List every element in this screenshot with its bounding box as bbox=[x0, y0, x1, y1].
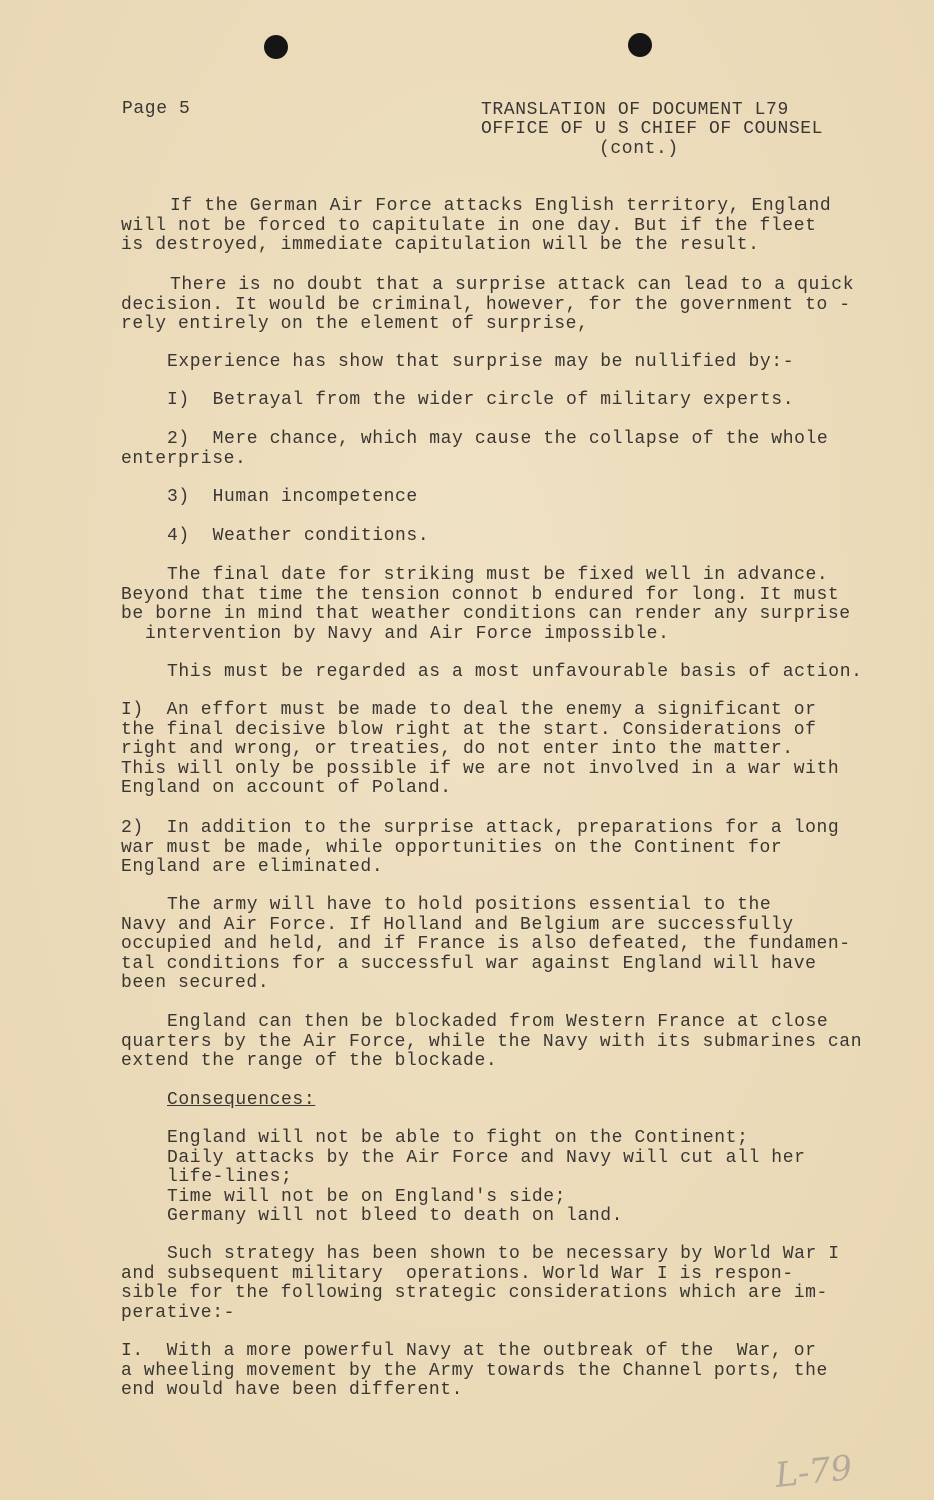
document-title: TRANSLATION OF DOCUMENT L79 bbox=[481, 100, 789, 120]
paragraph-line: Experience has show that surprise may be nullified by:- bbox=[167, 352, 795, 372]
paragraph-line: intervention by Navy and Air Force impossible. bbox=[145, 624, 670, 644]
paragraph-line: Daily attacks by the Air Force and Navy will cut all her bbox=[167, 1148, 806, 1168]
paragraph-line: Germany will not bleed to death on land. bbox=[167, 1206, 624, 1226]
paragraph-line: Time will not be on England's side; bbox=[167, 1187, 567, 1207]
paragraph-line: Navy and Air Force. If Holland and Belgium are successfully bbox=[121, 915, 794, 935]
paragraph-line: I) Betrayal from the wider circle of military experts. bbox=[167, 390, 795, 410]
paragraph-line: 3) Human incompetence bbox=[167, 487, 418, 507]
paragraph-line: 2) In addition to the surprise attack, preparations for a long bbox=[121, 818, 840, 838]
paragraph-line: and subsequent military operations. World War I is respon- bbox=[121, 1264, 794, 1284]
paragraph-line: is destroyed, immediate capitulation will be the result. bbox=[121, 235, 760, 255]
punch-hole-right bbox=[628, 33, 652, 57]
paragraph-line: occupied and held, and if France is also defeated, the fundamen- bbox=[121, 934, 851, 954]
paragraph-line: decision. It would be criminal, however, for the government to - bbox=[121, 295, 851, 315]
paragraph-line: end would have been different. bbox=[121, 1380, 464, 1400]
paragraph-line: perative:- bbox=[121, 1303, 236, 1323]
paragraph-line: I) An effort must be made to deal the enemy a significant or bbox=[121, 700, 817, 720]
paragraph-line: been secured. bbox=[121, 973, 270, 993]
paragraph-line: 4) Weather conditions. bbox=[167, 526, 430, 546]
office-title: OFFICE OF U S CHIEF OF COUNSEL bbox=[481, 119, 824, 139]
paragraph-line: England on account of Poland. bbox=[121, 778, 452, 798]
paragraph-line: There is no doubt that a surprise attack can lead to a quick bbox=[170, 275, 855, 295]
paragraph-line: war must be made, while opportunities on the Continent for bbox=[121, 838, 783, 858]
paragraph-line: Such strategy has been shown to be necessary by World War I bbox=[167, 1244, 840, 1264]
paragraph-line: rely entirely on the element of surprise, bbox=[121, 314, 589, 334]
paragraph-line: enterprise. bbox=[121, 449, 247, 469]
paragraph-line: a wheeling movement by the Army towards the Channel ports, the bbox=[121, 1361, 828, 1381]
paragraph-line: the final decisive blow right at the start. Considerations of bbox=[121, 720, 817, 740]
paragraph-line: I. With a more powerful Navy at the outbreak of the War, or bbox=[121, 1341, 817, 1361]
paragraph-line: will not be forced to capitulate in one day. But if the fleet bbox=[121, 216, 817, 236]
paragraph-line: Beyond that time the tension connot b endured for long. It must bbox=[121, 585, 840, 605]
paragraph-line: tal conditions for a successful war against England will have bbox=[121, 954, 817, 974]
paragraph-line: life-lines; bbox=[167, 1167, 293, 1187]
paragraph-line: England can then be blockaded from Western France at close bbox=[167, 1012, 829, 1032]
paragraph-line: be borne in mind that weather conditions can render any surprise bbox=[121, 604, 851, 624]
paragraph-line: 2) Mere chance, which may cause the collapse of the whole bbox=[167, 429, 829, 449]
paragraph-line: right and wrong, or treaties, do not enter into the matter. bbox=[121, 739, 794, 759]
punch-hole-left bbox=[264, 35, 288, 59]
paragraph-line: sible for the following strategic considerations which are im- bbox=[121, 1283, 828, 1303]
paragraph-line: extend the range of the blockade. bbox=[121, 1051, 498, 1071]
paragraph-line: This must be regarded as a most unfavourable basis of action. bbox=[167, 662, 863, 682]
paragraph-line: quarters by the Air Force, while the Navy with its submarines can bbox=[121, 1032, 863, 1052]
continued-label: (cont.) bbox=[599, 139, 679, 159]
paragraph-line: The army will have to hold positions essential to the bbox=[167, 895, 772, 915]
page-number: Page 5 bbox=[122, 99, 191, 119]
handwritten-mark: L-79 bbox=[773, 1448, 855, 1496]
paragraph-line: The final date for striking must be fixed well in advance. bbox=[167, 565, 829, 585]
section-heading: Consequences: bbox=[167, 1090, 316, 1110]
paragraph-line: This will only be possible if we are not involved in a war with bbox=[121, 759, 840, 779]
paragraph-line: England will not be able to fight on the Continent; bbox=[167, 1128, 749, 1148]
paragraph-line: If the German Air Force attacks English territory, England bbox=[170, 196, 832, 216]
paragraph-line: England are eliminated. bbox=[121, 857, 384, 877]
